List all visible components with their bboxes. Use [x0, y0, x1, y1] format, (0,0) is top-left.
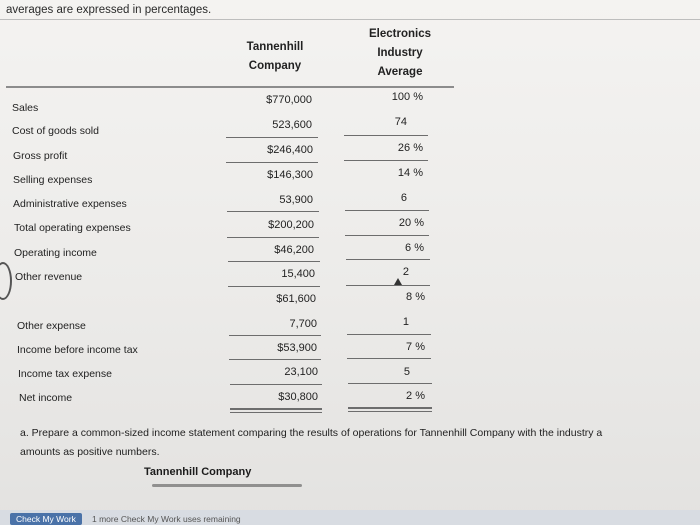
pct-cogs: 74 — [394, 116, 407, 128]
statement-company-title: Tannenhill Company — [144, 466, 252, 478]
double-underline-company-net-income — [230, 408, 322, 410]
amount-admin: 53,900 — [279, 194, 313, 206]
pct-selling: 14 % — [397, 167, 423, 179]
double-underline-industry-net-income-2 — [348, 411, 432, 412]
underline-company-operating-income — [228, 261, 320, 262]
underline-industry-gross-profit — [344, 160, 428, 161]
left-edge-arc — [0, 262, 12, 300]
pct-sales: 100 % — [391, 91, 423, 103]
pct-income-before-tax: 7 % — [406, 341, 425, 353]
amount-sales: $770,000 — [266, 94, 312, 106]
amount-cogs: 523,600 — [272, 119, 312, 131]
remaining-checks-text: 1 more Check My Work uses remaining — [92, 514, 241, 524]
underline-company-other-revenue — [228, 286, 320, 287]
underline-company-income-tax — [230, 384, 322, 385]
amount-income-before-tax: $53,900 — [277, 342, 317, 354]
pct-net-income: 2 % — [406, 390, 425, 402]
underline-industry-operating-income — [346, 259, 430, 260]
question-text: a. Prepare a common-sized income statement comparing the results of operations for Tannenhill Company with the industry a amounts as positive numbers. — [20, 427, 603, 458]
pct-income-tax: 5 — [403, 366, 410, 378]
underline-company-income-before-tax — [229, 359, 321, 360]
underline-industry-cogs — [344, 135, 428, 136]
underline-industry-income-tax — [348, 383, 432, 384]
underline-industry-total-opex — [345, 235, 429, 236]
double-underline-industry-net-income — [348, 407, 432, 409]
row-label-sales: Sales — [12, 102, 39, 114]
underline-company-gross-profit — [226, 162, 318, 163]
underline-industry-income-before-tax — [347, 358, 431, 359]
underline-company-other-expense — [229, 335, 321, 336]
row-label-gross-profit: Gross profit — [13, 150, 68, 162]
pct-total-opex: 20 % — [398, 217, 424, 229]
pct-operating-income: 6 % — [405, 242, 424, 254]
row-label-income-before-tax: Income before income tax — [17, 344, 138, 356]
row-label-selling: Selling expenses — [13, 174, 93, 186]
pct-subtotal: 8 % — [406, 291, 425, 303]
intro-text: averages are expressed in percentages. — [6, 4, 212, 16]
amount-operating-income: $46,200 — [274, 244, 314, 256]
row-label-admin: Administrative expenses — [13, 198, 127, 210]
underline-company-cogs — [226, 137, 318, 138]
underline-industry-other-expense — [347, 334, 431, 335]
amount-income-tax: 23,100 — [284, 366, 318, 378]
underline-industry-other-revenue — [346, 285, 430, 286]
row-label-operating-income: Operating income — [14, 247, 97, 259]
pct-other-expense: 1 — [402, 316, 409, 328]
pct-other-revenue: 2 — [402, 266, 409, 278]
underline-company-admin — [227, 211, 319, 212]
amount-subtotal: $61,600 — [276, 293, 316, 305]
company-column-header: Tannenhill Company — [246, 41, 304, 72]
row-label-other-revenue: Other revenue — [15, 271, 83, 283]
amount-total-opex: $200,200 — [268, 219, 314, 231]
amount-other-expense: 7,700 — [289, 318, 317, 330]
row-label-other-expense: Other expense — [17, 320, 86, 332]
statement-subtitle — [152, 484, 302, 487]
row-label-cogs: Cost of goods sold — [12, 125, 99, 137]
amount-other-revenue: 15,400 — [281, 268, 315, 280]
mouse-cursor-icon — [394, 278, 402, 285]
amount-gross-profit: $246,400 — [267, 144, 313, 156]
row-label-total-opex: Total operating expenses — [14, 222, 131, 234]
double-underline-company-net-income-2 — [230, 412, 322, 413]
amount-net-income: $30,800 — [278, 391, 318, 403]
amount-selling: $146,300 — [267, 169, 313, 181]
pct-admin: 6 — [400, 192, 407, 204]
pct-gross-profit: 26 % — [397, 142, 423, 154]
row-label-net-income: Net income — [19, 392, 73, 404]
top-divider — [0, 19, 700, 20]
header-rule — [6, 86, 454, 88]
underline-company-total-opex — [227, 237, 319, 238]
industry-column-header: Electronics Industry Average — [369, 28, 431, 78]
check-my-work-button[interactable]: Check My Work — [10, 513, 82, 525]
underline-industry-admin — [345, 210, 429, 211]
row-label-income-tax: Income tax expense — [18, 368, 112, 380]
